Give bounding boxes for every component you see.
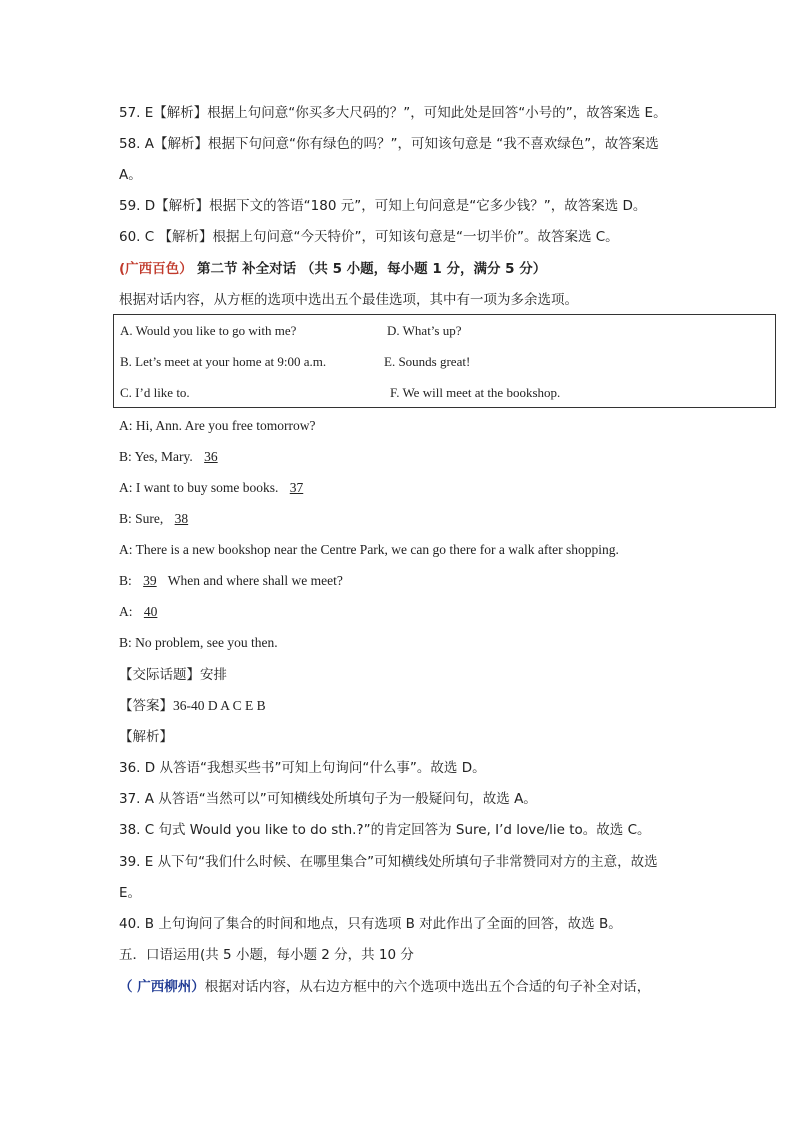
answer-line <box>119 697 266 715</box>
explanation-38: 38. C 句式 Would you like to do sth.?”的肯定回答为 Sure, I’d love/lie to。故选 C。 <box>119 822 651 838</box>
section5-source: （ 广西柳州） <box>119 979 205 995</box>
explanation-36: 36. D 从答语“我想买些书”可知上句询问“什么事”。故选 D。 <box>119 760 486 776</box>
analysis-57: 57. E【解析】根据上句问意“你买多大尺码的？”，可知此处是回答“小号的”，故答案选 E。 <box>119 105 667 121</box>
option-d: D. What’s up? <box>387 323 462 338</box>
analysis-58-cont: A。 <box>119 167 142 183</box>
explanation-40: 40. B 上句询问了集合的时间和地点，只有选项 B 对此作出了全面的回答，故选 B。 <box>119 916 622 932</box>
option-c: C. I’d like to. <box>120 385 190 400</box>
dialogue-line-2: B: Yes, Mary. 36 <box>119 448 226 466</box>
analysis-58: 58. A【解析】根据下句问意“你有绿色的吗？”，可知该句意是 “我不喜欢绿色”，故答案选 <box>119 136 659 152</box>
section-instruction: 根据对话内容，从方框的选项中选出五个最佳选项，其中有一项为多余选项。 <box>119 292 578 308</box>
topic-value: 安排 <box>200 667 227 683</box>
dialogue-line-3: A: I want to buy some books. 37 <box>119 479 311 497</box>
analysis-label: 【解析】 <box>119 729 173 745</box>
blank-38[interactable]: 38 <box>174 511 189 526</box>
blank-39[interactable]: 39 <box>143 573 157 588</box>
topic-label: 【交际话题】 <box>119 667 200 683</box>
options-box <box>113 314 776 408</box>
option-f: F. We will meet at the bookshop. <box>390 385 561 400</box>
analysis-60: 60. C 【解析】根据上句问意“今天特价”，可知该句意是“一切半价”。故答案选 C。 <box>119 229 619 245</box>
section-title: 第二节 补全对话 （共 5 小题，每小题 1 分，满分 5 分） <box>196 261 547 277</box>
analysis-59: 59. D【解析】根据下文的答语“180 元”，可知上句问意是“它多少钱？”，故答案选 D。 <box>119 198 647 214</box>
section5-title: 五．口语运用(共 5 小题，每小题 2 分，共 10 分 <box>119 947 414 963</box>
dialogue-line-6: B: 39 When and where shall we meet? <box>119 573 343 588</box>
answer-label: 【答案】 <box>119 698 173 714</box>
explanation-37: 37. A 从答语“当然可以”可知横线处所填句子为一般疑问句，故选 A。 <box>119 791 537 807</box>
blank-37[interactable]: 37 <box>289 480 304 495</box>
dialogue-line-8: B: No problem, see you then. <box>119 635 278 650</box>
blank-36[interactable]: 36 <box>204 449 218 464</box>
section5-instruction: 根据对话内容，从右边方框中的六个选项中选出五个合适的句子补全对话， <box>204 979 651 995</box>
dialogue-line-7: A: 40 <box>119 603 165 621</box>
blank-40[interactable]: 40 <box>143 604 158 619</box>
explanation-39: 39. E 从下句“我们什么时候、在哪里集合”可知横线处所填句子非常赞同对方的主意，故选 <box>119 854 658 870</box>
section5-heading <box>119 978 650 996</box>
option-e: E. Sounds great! <box>384 354 471 369</box>
answer-value: 36-40 D A C E B <box>173 698 266 713</box>
section-heading <box>119 260 546 278</box>
dialogue-line-4: B: Sure, 38 <box>119 510 196 528</box>
explanation-39-cont: E。 <box>119 885 142 901</box>
option-a: A. Would you like to go with me? <box>120 323 297 338</box>
option-b: B. Let’s meet at your home at 9:00 a.m. <box>120 354 327 369</box>
dialogue-line-5: A: There is a new bookshop near the Centre Park, we can go there for a walk after shopping. <box>119 542 619 557</box>
topic-line <box>119 666 227 684</box>
dialogue-line-1: A: Hi, Ann. Are you free tomorrow? <box>119 418 316 433</box>
section-source: (广西百色） <box>119 261 193 277</box>
